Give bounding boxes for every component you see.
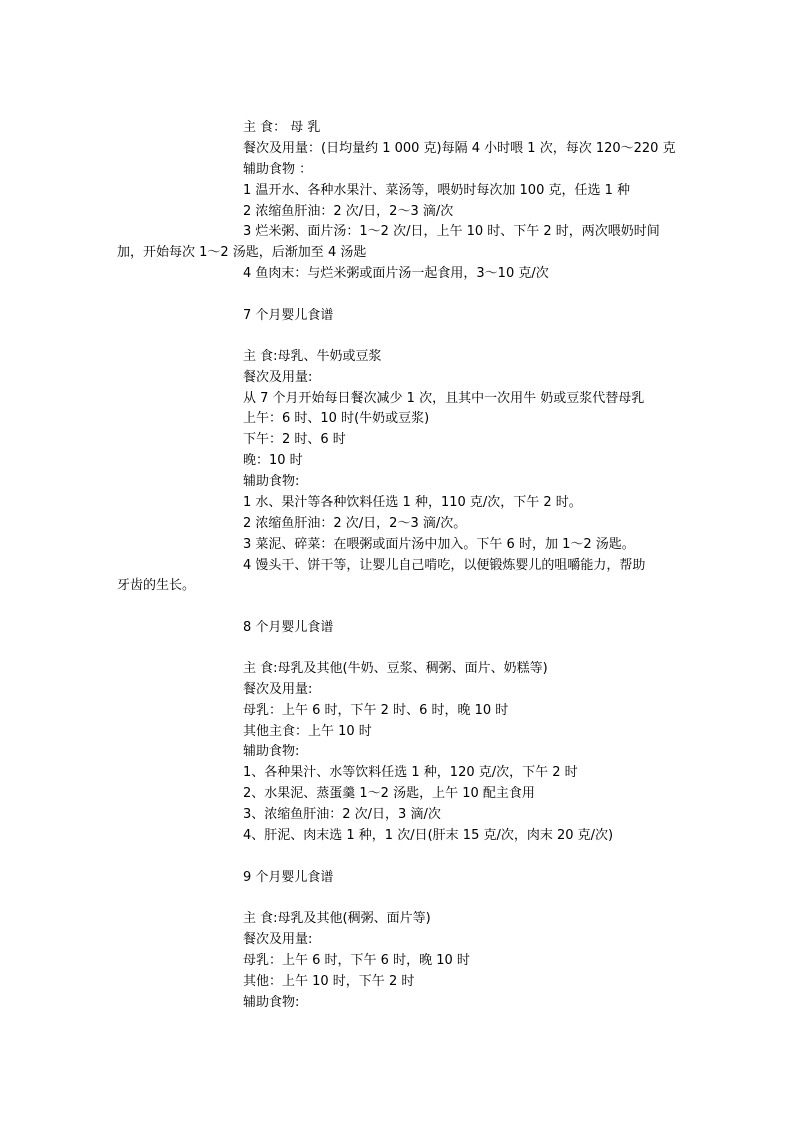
text-line: 餐次及用量：(日均量约 1 000 克)每隔 4 小时喂 1 次，每次 120～220 克 — [243, 141, 676, 156]
text-line: 加，开始每次 1～2 汤匙，后渐加至 4 汤匙 — [117, 245, 367, 260]
text-line: 餐次及用量: — [243, 682, 313, 697]
text-line: 从 7 个月开始每日餐次减少 1 次，且其中一次用牛 奶或豆浆代替母乳 — [243, 391, 645, 406]
text-line: 主 食:母乳、牛奶或豆浆 — [243, 349, 382, 364]
section-heading: 8 个月婴儿食谱 — [243, 620, 334, 635]
text-line: 4 鱼肉末：与烂米粥或面片汤一起食用，3～10 克/次 — [243, 266, 549, 281]
text-line: 主 食:母乳及其他(牛奶、豆浆、稠粥、面片、奶糕等) — [243, 661, 548, 676]
text-line: 下午：2 时、6 时 — [243, 432, 346, 447]
text-line: 辅助食物: — [243, 744, 300, 759]
text-line: 1 水、果汁等各种饮料任选 1 种，110 克/次，下午 2 时。 — [243, 495, 582, 510]
section-heading: 9 个月婴儿食谱 — [243, 870, 334, 885]
text-line: 4、肝泥、肉末选 1 种，1 次/日(肝末 15 克/次，肉末 20 克/次) — [243, 828, 614, 843]
text-line: 3 烂米粥、面片汤：1～2 次/日，上午 10 时、下午 2 时，两次喂奶时间 — [243, 224, 660, 239]
text-line: 2 浓缩鱼肝油：2 次/日，2～3 滴/次。 — [243, 516, 467, 531]
text-line: 晚：10 时 — [243, 453, 303, 468]
text-line: 主 食： 母 乳 — [243, 120, 321, 135]
text-line: 1、各种果汁、水等饮料任选 1 种，120 克/次，下午 2 时 — [243, 765, 578, 780]
text-line: 牙齿的生长。 — [117, 578, 196, 593]
text-line: 辅助食物: — [243, 474, 300, 489]
section-heading: 7 个月婴儿食谱 — [243, 308, 334, 323]
text-line: 辅助食物 ： — [243, 162, 313, 177]
text-line: 其他主食：上午 10 时 — [243, 724, 372, 739]
text-line: 母乳：上午 6 时，下午 2 时、6 时，晚 10 时 — [243, 703, 509, 718]
text-line: 2、水果泥、蒸蛋羹 1～2 汤匙，上午 10 配主食用 — [243, 786, 535, 801]
text-line: 3 菜泥、碎菜：在喂粥或面片汤中加入。下午 6 时，加 1～2 汤匙。 — [243, 537, 635, 552]
text-line: 餐次及用量: — [243, 932, 313, 947]
text-line: 上午：6 时、10 时(牛奶或豆浆) — [243, 411, 430, 426]
text-line: 主 食:母乳及其他(稠粥、面片等) — [243, 911, 431, 926]
text-line: 1 温开水、各种水果汁、菜汤等，喂奶时每次加 100 克，任选 1 种 — [243, 183, 631, 198]
text-line: 3、浓缩鱼肝油：2 次/日，3 滴/次 — [243, 807, 441, 822]
text-line: 其他：上午 10 时，下午 2 时 — [243, 974, 415, 989]
text-line: 辅助食物: — [243, 995, 300, 1010]
text-line: 4 馒头干、饼干等，让婴儿自己啃吃，以便锻炼婴儿的咀嚼能力，帮助 — [243, 558, 646, 573]
text-line: 2 浓缩鱼肝油：2 次/日，2～3 滴/次 — [243, 204, 454, 219]
text-line: 餐次及用量: — [243, 370, 313, 385]
text-line: 母乳：上午 6 时，下午 6 时，晚 10 时 — [243, 953, 470, 968]
